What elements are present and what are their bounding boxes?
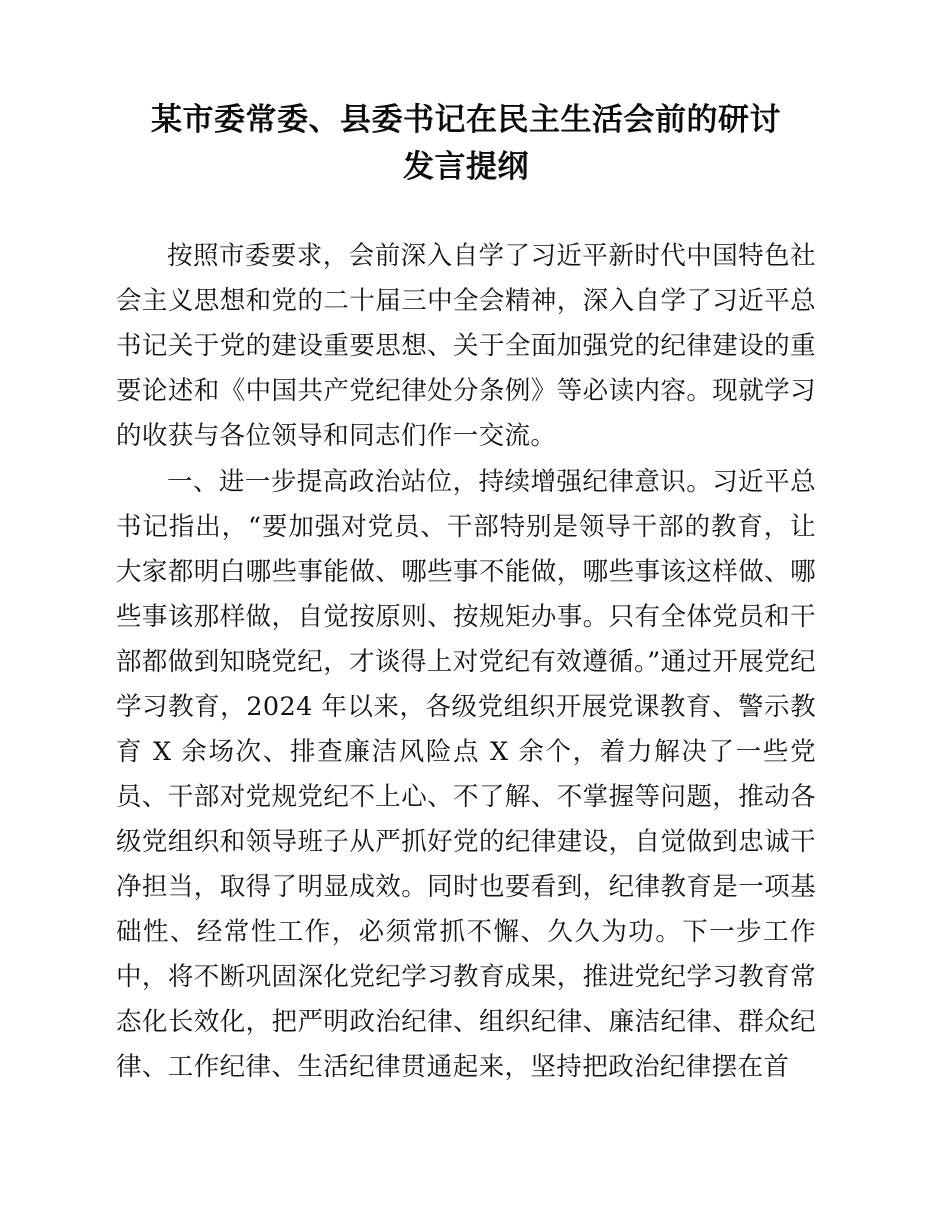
paragraph-intro: 按照市委要求，会前深入自学了习近平新时代中国特色社会主义思想和党的二十届三中全会精神，深入自学了习近平总书记关于党的建设重要思想、关于全面加强党的纪律建设的重要论述和《中国共产党纪律处分条例》等必读内容。现就学习的收获与各位领导和同志们作一交流。 [116,241,816,451]
page-title [116,0,816,190]
paragraph-section-one: 一、进一步提高政治站位，持续增强纪律意识。习近平总书记指出，“要加强对党员、干部特别是领导干部的教育，让大家都明白哪些事能做、哪些事不能做，哪些事该这样做、哪些事该那样做，自觉按原则、按规矩办事。只有全体党员和干部都做到知晓党纪，才谈得上对党纪有效遵循。”通过开展党纪学习教育，2024 年以来，各级党组织开展党课教育、警示教育 X 余场次、排查廉洁风险点 X 余个，着力解决了一些党员、干部对党规党纪不上心、不了解、不掌握等问题，推动各级党组织和领导班子从严抓好党的纪律建设，自觉做到忠诚干净担当，取得了明显成效。同时也要看到，纪律教育是一项基础性、经常性工作，必须常抓不懈、久久为功。下一步工作中，将不断巩固深化党纪学习教育成果，推进党纪学习教育常态化长效化，把严明政治纪律、组织纪律、廉洁纪律、群众纪律、工作纪律、生活纪律贯通起来，坚持把政治纪律摆在首 [116,467,816,1082]
document-paragraphs [116,234,816,1090]
page-title-line-1: 某市委常委、县委书记在民主生活会前的研讨 [151,102,781,137]
page-title-line-2: 发言提纲 [403,149,529,184]
document-body [116,0,816,1090]
